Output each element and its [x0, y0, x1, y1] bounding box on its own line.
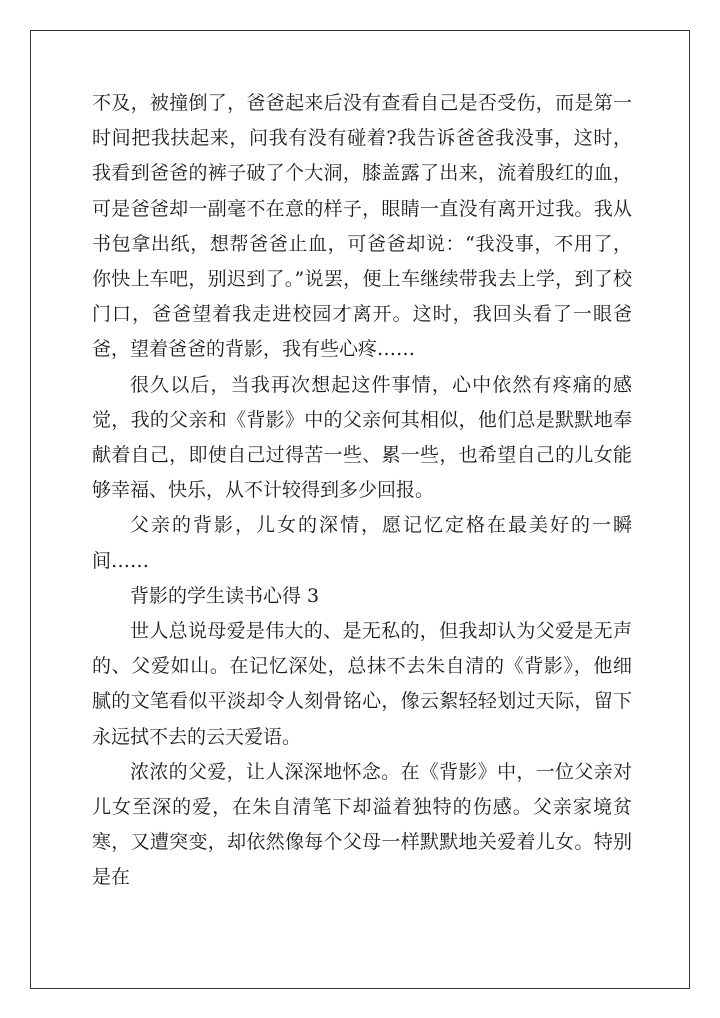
document-body: [92, 86, 632, 896]
paragraph: 浓浓的父爱，让人深深地怀念。在《背影》中，一位父亲对儿女至深的爱，在朱自清笔下却溢着独特的伤感。父亲家境贫寒，又遭突变，却依然像每个父母一样默默地关爱着儿女。特别是在: [92, 760, 632, 889]
paragraph: 父亲的背影，儿女的深情，愿记忆定格在最美好的一瞬间……: [92, 514, 632, 572]
paragraph: 世人总说母爱是伟大的、是无私的，但我却认为父爱是无声的、父爱如山。在记忆深处，总抹不去朱自清的《背影》，他细腻的文笔看似平淡却令人刻骨铭心，像云絮轻轻划过天际，留下永远拭不去的云天爱语。: [92, 620, 632, 748]
paragraph: 不及，被撞倒了，爸爸起来后没有查看自己是否受伤，而是第一时间把我扶起来，问我有没有碰着?我告诉爸爸我没事，这时，我看到爸爸的裤子破了个大洞，膝盖露了出来，流着殷红的血，可是爸爸却一副毫不在意的样子，眼睛一直没有离开过我。我从书包拿出纸，想帮爸爸止血，可爸爸却说：“我没事，不用了，你快上车吧，别迟到了。”说罢，便上车继续带我去上学，到了校门口，爸爸望着我走进校园才离开。这时，我回头看了一眼爸爸，望着爸爸的背影，我有些心疼……: [92, 92, 632, 361]
paragraph: 很久以后，当我再次想起这件事情，心中依然有疼痛的感觉，我的父亲和《背影》中的父亲何其相似，他们总是默默地奉献着自己，即使自己过得苦一些、累一些，也希望自己的儿女能够幸福、快乐，从不计较得到多少回报。: [92, 373, 632, 502]
section-heading: 背影的学生读书心得 3: [130, 584, 320, 607]
